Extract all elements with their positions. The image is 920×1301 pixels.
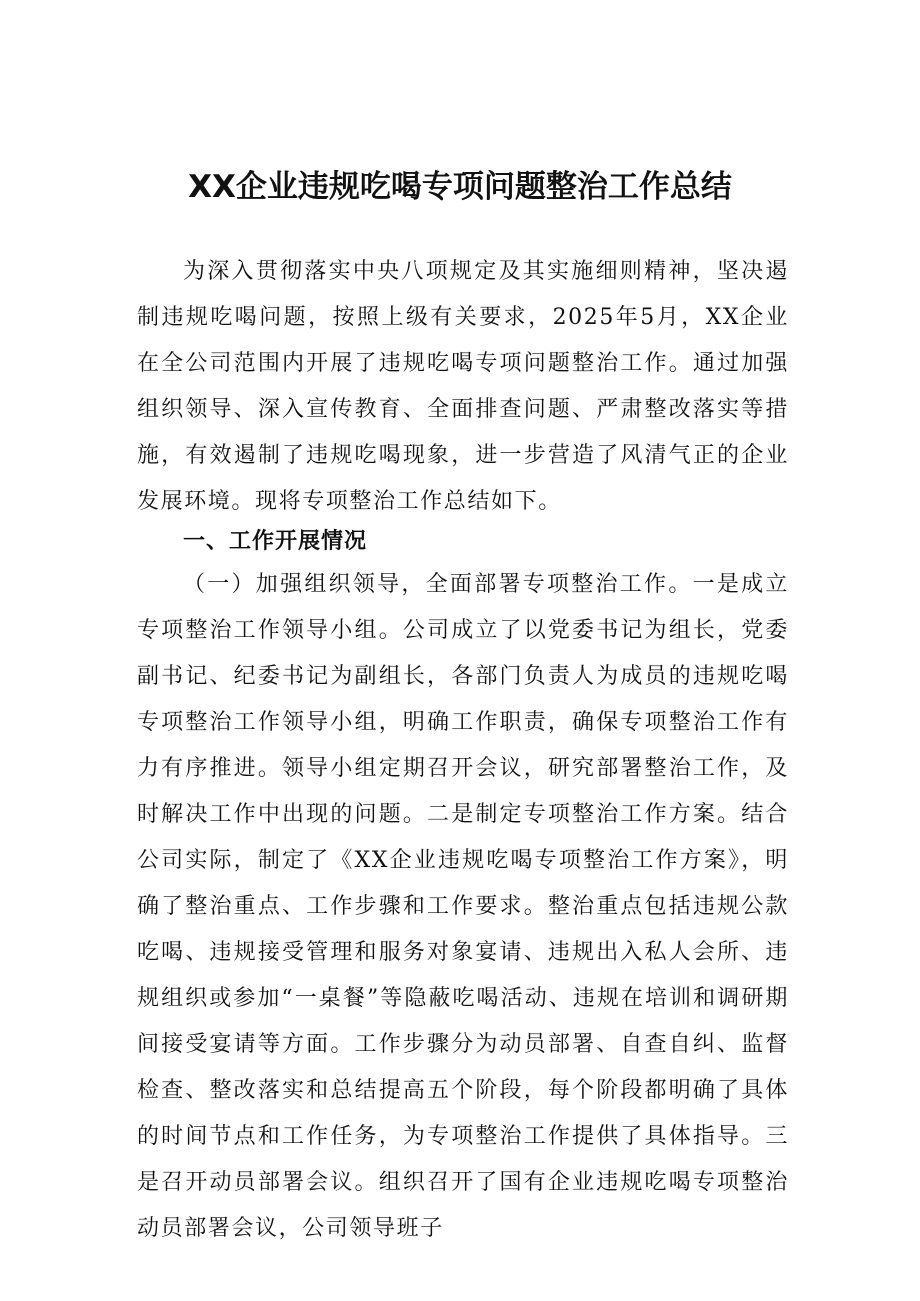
document-title: XX企业违规吃喝专项问题整治工作总结 bbox=[188, 169, 732, 205]
intro-paragraph: 为深入贯彻落实中央八项规定及其实施细则精神，坚决遏制违规吃喝问题，按照上级有关要求，2025年5月，XX企业在全公司范围内开展了违规吃喝专项问题整治工作。通过加强组织领导、深入宣传教育、全面排查问题、严肃整改落实等措施，有效遏制了违规吃喝现象，进一步营造了风清气正的企业发展环境。现将专项整治工作总结如下。 bbox=[137, 259, 789, 514]
body-paragraph: （一）加强组织领导，全面部署专项整治工作。一是成立专项整治工作领导小组。公司成立了以党委书记为组长，党委副书记、纪委书记为副组长，各部门负责人为成员的违规吃喝专项整治工作领导小组，明确工作职责，确保专项整治工作有力有序推进。领导小组定期召开会议，研究部署整治工作，及时解决工作中出现的问题。二是制定专项整治工作方案。结合公司实际，制定了《XX企业违规吃喝专项整治工作方案》，明确了整治重点、工作步骤和工作要求。整治重点包括违规公款吃喝、违规接受管理和服务对象宴请、违规出入私人会所、违规组织或参加“一桌餐”等隐蔽吃喝活动、违规在培训和调研期间接受宴请等方面。工作步骤分为动员部署、自查自纠、监督检查、整改落实和总结提高五个阶段，每个阶段都明确了具体的时间节点和工作任务，为专项整治工作提供了具体指导。三是召开动员部署会议。组织召开了国有企业违规吃喝专项整治动员部署会议，公司领导班子 bbox=[137, 572, 789, 1241]
section-heading: 一、工作开展情况 bbox=[183, 529, 368, 554]
